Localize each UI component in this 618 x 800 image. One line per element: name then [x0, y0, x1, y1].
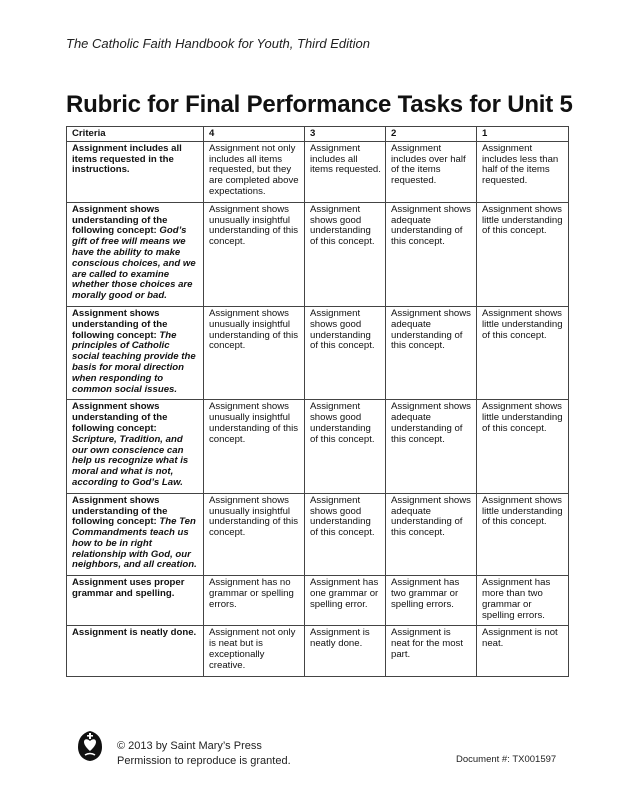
criteria-cell	[67, 493, 204, 576]
score-2-cell: Assignment includes over half of the items requested.	[386, 141, 477, 202]
criteria-cell	[67, 626, 204, 676]
criteria-cell	[67, 306, 204, 399]
criteria-text: Assignment includes all items requested in the instructions.	[72, 142, 182, 176]
criteria-cell	[67, 202, 204, 306]
score-3-cell: Assignment shows good understanding of this concept.	[305, 400, 386, 493]
column-header-2: 2	[386, 127, 477, 142]
criteria-text: Assignment shows understanding of the following concept:	[72, 307, 168, 341]
score-3-cell: Assignment shows good understanding of this concept.	[305, 306, 386, 399]
score-2-cell: Assignment shows adequate understanding of this concept.	[386, 306, 477, 399]
table-row	[67, 202, 569, 306]
score-2-cell: Assignment shows adequate understanding of this concept.	[386, 202, 477, 306]
score-2-cell: Assignment shows adequate understanding of this concept.	[386, 493, 477, 576]
copyright-block	[117, 739, 291, 769]
table-row	[67, 400, 569, 493]
score-3-cell: Assignment shows good understanding of this concept.	[305, 202, 386, 306]
score-2-cell: Assignment is neat for the most part.	[386, 626, 477, 676]
score-2-cell: Assignment has two grammar or spelling errors.	[386, 576, 477, 626]
score-4-cell: Assignment shows unusually insightful understanding of this concept.	[204, 306, 305, 399]
table-row	[67, 493, 569, 576]
column-header-1: 1	[477, 127, 569, 142]
score-1-cell: Assignment shows little understanding of this concept.	[477, 306, 569, 399]
score-2-cell: Assignment shows adequate understanding of this concept.	[386, 400, 477, 493]
criteria-cell	[67, 400, 204, 493]
score-1-cell: Assignment includes less than half of the items requested.	[477, 141, 569, 202]
criteria-text: Assignment uses proper grammar and spelling.	[72, 577, 185, 600]
saint-marys-press-logo-icon	[76, 730, 104, 762]
criteria-concept: God’s gift of free will means we have the ability to make conscious choices, and we are called to examine whether those choices are morally good or bad.	[72, 225, 196, 302]
criteria-concept: Scripture, Tradition, and our own conscience can help us recognize what is moral and what is not, according to God’s Law.	[72, 433, 189, 488]
score-4-cell: Assignment shows unusually insightful understanding of this concept.	[204, 493, 305, 576]
score-3-cell: Assignment is neatly done.	[305, 626, 386, 676]
criteria-text: Assignment shows understanding of the following concept:	[72, 203, 168, 237]
document-number: Document #: TX001597	[456, 754, 557, 765]
criteria-cell	[67, 576, 204, 626]
book-title: The Catholic Faith Handbook for Youth, Third Edition	[66, 36, 370, 51]
table-row	[67, 306, 569, 399]
rubric-table	[66, 126, 569, 677]
table-row	[67, 576, 569, 626]
score-3-cell: Assignment has one grammar or spelling error.	[305, 576, 386, 626]
criteria-concept: The Ten Commandments teach us how to be in right relationship with God, our neighbors, and all creation.	[72, 516, 197, 571]
score-1-cell: Assignment shows little understanding of this concept.	[477, 493, 569, 576]
column-header-4: 4	[204, 127, 305, 142]
score-3-cell: Assignment includes all items requested.	[305, 141, 386, 202]
score-1-cell: Assignment shows little understanding of this concept.	[477, 202, 569, 306]
score-4-cell: Assignment shows unusually insightful understanding of this concept.	[204, 400, 305, 493]
page-title: Rubric for Final Performance Tasks for Unit 5	[66, 91, 573, 118]
copyright-text: © 2013 by Saint Mary’s Press	[117, 740, 262, 752]
column-header-criteria: Criteria	[67, 127, 204, 142]
criteria-text: Assignment shows understanding of the following concept:	[72, 401, 168, 434]
score-1-cell: Assignment has more than two grammar or spelling errors.	[477, 576, 569, 626]
score-3-cell: Assignment shows good understanding of this concept.	[305, 493, 386, 576]
criteria-cell	[67, 141, 204, 202]
column-header-3: 3	[305, 127, 386, 142]
score-1-cell: Assignment shows little understanding of this concept.	[477, 400, 569, 493]
score-1-cell: Assignment is not neat.	[477, 626, 569, 676]
table-row	[67, 626, 569, 676]
score-4-cell: Assignment not only is neat but is exceptionally creative.	[204, 626, 305, 676]
score-4-cell: Assignment not only includes all items requested, but they are completed above expectations.	[204, 141, 305, 202]
permission-text: Permission to reproduce is granted.	[117, 755, 291, 767]
table-row	[67, 141, 569, 202]
score-4-cell: Assignment shows unusually insightful understanding of this concept.	[204, 202, 305, 306]
criteria-text: Assignment shows understanding of the following concept:	[72, 494, 168, 528]
rubric-header-row	[67, 127, 569, 142]
criteria-text: Assignment is neatly done.	[72, 627, 197, 639]
score-4-cell: Assignment has no grammar or spelling errors.	[204, 576, 305, 626]
criteria-concept: The principles of Catholic social teaching provide the basis for moral direction when responding to common social issues.	[72, 329, 196, 395]
